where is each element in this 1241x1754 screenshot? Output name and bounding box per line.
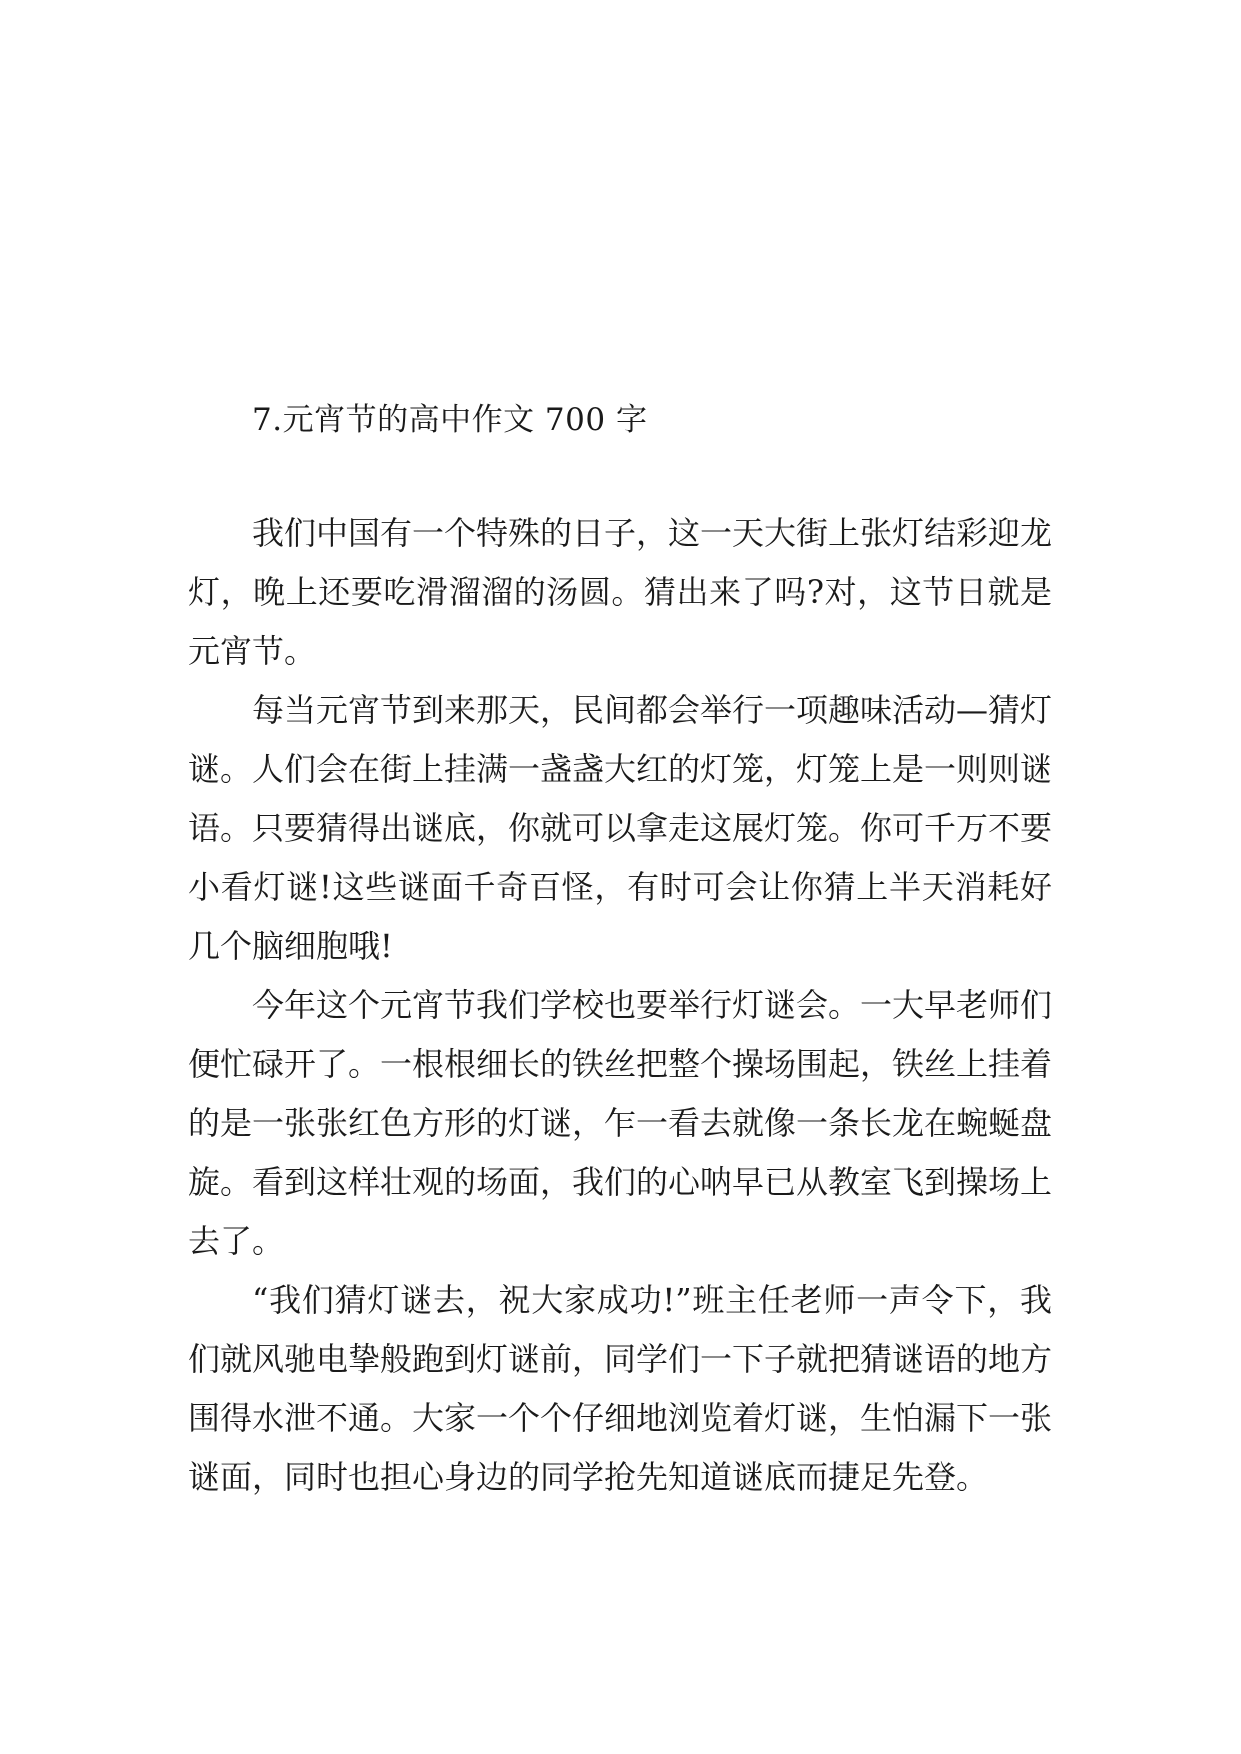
paragraph-4: “我们猜灯谜去，祝大家成功!”班主任老师一声令下，我们就风驰电挚般跑到灯谜前，同学们一下子就把猜谜语的地方围得水泄不通。大家一个个仔细地浏览着灯谜，生怕漏下一张谜面，同时也担心身边的同学抢先知道谜底而捷足先登。 xyxy=(188,1281,1053,1496)
essay-title: 7.元宵节的高中作文 700 字 xyxy=(252,402,648,438)
paragraph-3: 今年这个元宵节我们学校也要举行灯谜会。一大早老师们便忙碌开了。一根根细长的铁丝把整个操场围起，铁丝上挂着的是一张张红色方形的灯谜，乍一看去就像一条长龙在蜿蜒盘旋。看到这样壮观的场面，我们的心呐早已从教室飞到操场上去了。 xyxy=(188,986,1053,1260)
paragraph-1: 我们中国有一个特殊的日子，这一天大街上张灯结彩迎龙灯，晚上还要吃滑溜溜的汤圆。猜出来了吗?对，这节日就是元宵节。 xyxy=(188,514,1053,670)
paragraph-2: 每当元宵节到来那天，民间都会举行一项趣味活动—猜灯谜。人们会在街上挂满一盏盏大红的灯笼，灯笼上是一则则谜语。只要猜得出谜底，你就可以拿走这展灯笼。你可千万不要小看灯谜!这些谜面千奇百怪，有时可会让你猜上半天消耗好几个脑细胞哦! xyxy=(188,691,1053,965)
essay-body xyxy=(188,504,1052,1507)
